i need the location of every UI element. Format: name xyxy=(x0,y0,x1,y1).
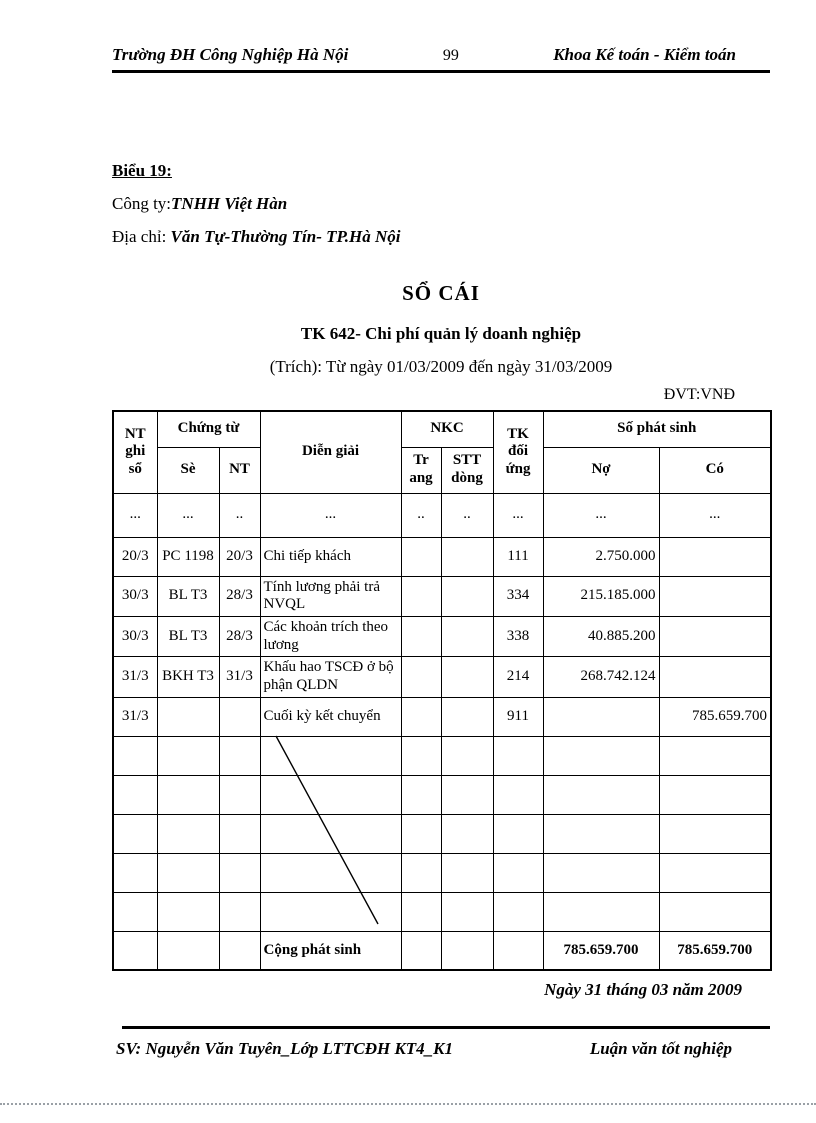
table-cell xyxy=(401,736,441,775)
table-cell xyxy=(441,892,493,931)
footer-rule xyxy=(122,1026,770,1029)
table-cell xyxy=(401,892,441,931)
ledger-table-head xyxy=(113,411,771,493)
table-cell xyxy=(441,775,493,814)
company-name: TNHH Việt Hàn xyxy=(171,194,288,213)
table-cell: Cộng phát sinh xyxy=(260,931,401,970)
table-cell xyxy=(260,775,401,814)
table-cell xyxy=(401,775,441,814)
table-cell xyxy=(219,814,260,853)
company-label: Công ty: xyxy=(112,194,172,213)
table-cell xyxy=(659,775,771,814)
table-cell xyxy=(493,775,543,814)
table-cell: 30/3 xyxy=(113,616,157,656)
table-cell: 28/3 xyxy=(219,576,260,616)
table-row xyxy=(113,616,771,656)
table-cell: 20/3 xyxy=(219,537,260,576)
table-row xyxy=(113,775,771,814)
table-cell xyxy=(401,616,441,656)
table-cell xyxy=(219,853,260,892)
table-cell: 31/3 xyxy=(113,697,157,736)
table-cell xyxy=(543,697,659,736)
header-school: Trường ĐH Công Nghiệp Hà Nội xyxy=(112,45,349,64)
header-faculty: Khoa Kế toán - Kiểm toán xyxy=(553,45,736,64)
currency-unit: ĐVT:VNĐ xyxy=(663,386,735,403)
table-cell: 215.185.000 xyxy=(543,576,659,616)
table-cell xyxy=(219,775,260,814)
table-cell: 911 xyxy=(493,697,543,736)
col-no: Nợ xyxy=(543,447,659,493)
header-row-1 xyxy=(113,411,771,447)
table-cell xyxy=(493,892,543,931)
table-cell xyxy=(441,931,493,970)
table-cell xyxy=(157,697,219,736)
page-number: 99 xyxy=(442,47,459,64)
signature-date: Ngày 31 tháng 03 năm 2009 xyxy=(544,980,742,1000)
col-nt: NT xyxy=(219,447,260,493)
table-cell: 214 xyxy=(493,657,543,697)
table-cell xyxy=(401,576,441,616)
table-cell xyxy=(157,814,219,853)
table-cell: .. xyxy=(401,493,441,537)
col-stt-dong: STT dòng xyxy=(441,447,493,493)
table-cell xyxy=(157,853,219,892)
table-cell xyxy=(659,576,771,616)
table-cell xyxy=(441,814,493,853)
col-so-phat-sinh: Số phát sinh xyxy=(543,411,771,447)
table-cell: 785.659.700 xyxy=(543,931,659,970)
ledger-table-wrap xyxy=(112,410,770,971)
table-cell xyxy=(493,853,543,892)
table-cell: ... xyxy=(157,493,219,537)
ledger-table-body xyxy=(113,493,771,970)
table-cell: ... xyxy=(659,493,771,537)
table-cell xyxy=(493,814,543,853)
period-line: (Trích): Từ ngày 01/03/2009 đến ngày 31/03/2009 xyxy=(269,357,613,376)
col-co: Có xyxy=(659,447,771,493)
table-cell: 268.742.124 xyxy=(543,657,659,697)
col-se: Sè xyxy=(157,447,219,493)
table-cell xyxy=(441,576,493,616)
table-row xyxy=(113,537,771,576)
table-cell: Cuối kỳ kết chuyển xyxy=(260,697,401,736)
table-cell xyxy=(113,892,157,931)
table-cell xyxy=(401,697,441,736)
table-cell: 31/3 xyxy=(113,657,157,697)
table-cell xyxy=(659,537,771,576)
table-cell: PC 1198 xyxy=(157,537,219,576)
table-row xyxy=(113,814,771,853)
footer-thesis: Luận văn tốt nghiệp xyxy=(589,1039,732,1059)
table-cell xyxy=(659,853,771,892)
table-row xyxy=(113,736,771,775)
table-cell xyxy=(219,697,260,736)
col-trang: Tr ang xyxy=(401,447,441,493)
table-cell: 785.659.700 xyxy=(659,931,771,970)
table-cell: 785.659.700 xyxy=(659,697,771,736)
table-cell: Tính lương phải trả NVQL xyxy=(260,576,401,616)
table-cell: .. xyxy=(219,493,260,537)
table-cell xyxy=(441,697,493,736)
col-nt-ghi-so: NT ghi sổ xyxy=(113,411,157,493)
table-cell xyxy=(659,657,771,697)
address-label: Địa chỉ: xyxy=(112,227,167,246)
address-line xyxy=(112,227,770,247)
table-cell xyxy=(401,931,441,970)
table-cell xyxy=(659,892,771,931)
address-value: Văn Tự-Thường Tín- TP.Hà Nội xyxy=(170,227,401,246)
table-cell: ... xyxy=(543,493,659,537)
table-cell: Các khoản trích theo lương xyxy=(260,616,401,656)
table-cell xyxy=(260,736,401,775)
table-cell xyxy=(543,892,659,931)
table-cell: 30/3 xyxy=(113,576,157,616)
table-cell xyxy=(441,657,493,697)
table-cell xyxy=(543,814,659,853)
table-row xyxy=(113,697,771,736)
table-cell xyxy=(219,931,260,970)
table-cell: ... xyxy=(493,493,543,537)
table-cell: 40.885.200 xyxy=(543,616,659,656)
table-cell: ... xyxy=(260,493,401,537)
table-row xyxy=(113,931,771,970)
table-cell: .. xyxy=(441,493,493,537)
table-cell: BL T3 xyxy=(157,616,219,656)
header-rule xyxy=(112,70,770,73)
account-subtitle: TK 642- Chi phí quản lý doanh nghiệp xyxy=(300,324,582,343)
table-cell xyxy=(441,616,493,656)
table-cell xyxy=(543,853,659,892)
table-cell: ... xyxy=(113,493,157,537)
table-cell xyxy=(219,736,260,775)
table-cell xyxy=(659,814,771,853)
ledger-table xyxy=(112,410,772,971)
table-cell xyxy=(260,853,401,892)
table-cell xyxy=(157,775,219,814)
table-cell: 111 xyxy=(493,537,543,576)
table-cell xyxy=(441,537,493,576)
table-cell xyxy=(157,892,219,931)
table-cell xyxy=(401,657,441,697)
table-cell xyxy=(113,814,157,853)
table-cell: 334 xyxy=(493,576,543,616)
table-cell xyxy=(441,736,493,775)
page-header xyxy=(112,0,770,65)
table-cell xyxy=(493,736,543,775)
table-cell: 28/3 xyxy=(219,616,260,656)
table-cell: 2.750.000 xyxy=(543,537,659,576)
table-cell xyxy=(113,775,157,814)
table-row xyxy=(113,576,771,616)
table-cell: 20/3 xyxy=(113,537,157,576)
table-row xyxy=(113,493,771,537)
table-cell: Khấu hao TSCĐ ở bộ phận QLDN xyxy=(260,657,401,697)
bieu-label: Biểu 19: xyxy=(112,161,172,180)
table-cell xyxy=(113,736,157,775)
header-row-2 xyxy=(113,447,771,493)
col-nkc: NKC xyxy=(401,411,493,447)
table-cell xyxy=(543,736,659,775)
table-cell xyxy=(659,736,771,775)
table-cell xyxy=(113,853,157,892)
table-cell xyxy=(401,537,441,576)
table-cell xyxy=(113,931,157,970)
table-cell: BKH T3 xyxy=(157,657,219,697)
table-cell xyxy=(219,892,260,931)
table-cell: 338 xyxy=(493,616,543,656)
table-cell xyxy=(659,616,771,656)
table-cell: 31/3 xyxy=(219,657,260,697)
table-cell xyxy=(260,892,401,931)
table-cell xyxy=(401,814,441,853)
table-cell: Chi tiếp khách xyxy=(260,537,401,576)
col-chung-tu: Chứng từ xyxy=(157,411,260,447)
table-row xyxy=(113,853,771,892)
table-cell: BL T3 xyxy=(157,576,219,616)
table-cell xyxy=(260,814,401,853)
col-dien-giai: Diễn giải xyxy=(260,411,401,493)
footer-student: SV: Nguyễn Văn Tuyên_Lớp LTTCĐH KT4_K1 xyxy=(116,1039,454,1059)
table-cell xyxy=(157,931,219,970)
col-tk-doi-ung: TK đối ứng xyxy=(493,411,543,493)
document-title: SỔ CÁI xyxy=(402,281,480,305)
table-cell xyxy=(493,931,543,970)
table-cell xyxy=(401,853,441,892)
table-row xyxy=(113,892,771,931)
table-row xyxy=(113,657,771,697)
table-cell xyxy=(157,736,219,775)
page-bottom-dotted-line xyxy=(0,1103,816,1105)
table-cell xyxy=(543,775,659,814)
company-line xyxy=(112,194,770,214)
table-cell xyxy=(441,853,493,892)
page-footer xyxy=(112,1026,770,1059)
